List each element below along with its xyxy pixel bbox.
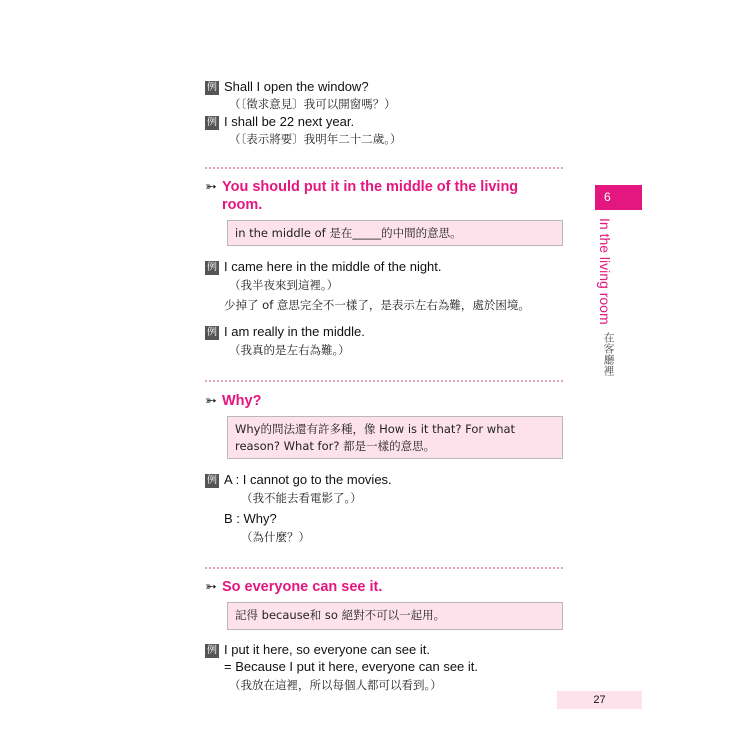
note-box: in the middle of 是在_____的中間的意思。: [227, 220, 563, 246]
page-number: 27: [557, 691, 642, 709]
arrow-icon: ➳: [205, 393, 217, 409]
example-sentence: I put it here, so everyone can see it.: [224, 642, 430, 657]
explanation-text: 少掉了 of 意思完全不一樣了，是表示左右為難，處於困境。: [224, 298, 530, 312]
example-sentence: I am really in the middle.: [224, 324, 365, 339]
example-icon: 例: [207, 645, 217, 656]
example-icon: 例: [207, 82, 217, 93]
example-translation: （我放在這裡，所以每個人都可以看到。）: [229, 678, 442, 692]
example-translation: （〔徵求意見〕我可以開窗嗎？）: [229, 97, 396, 111]
example-sentence: I came here in the middle of the night.: [224, 259, 442, 274]
arrow-icon: ➳: [205, 179, 217, 195]
example-sentence-alt: = Because I put it here, everyone can see it.: [224, 659, 479, 674]
note-box: [227, 416, 563, 459]
example-icon: 例: [207, 327, 217, 338]
example-translation: （我半夜來到這裡。）: [229, 278, 339, 292]
note-box: 記得 because和 so 絕對不可以一起用。: [227, 602, 563, 630]
dialog-translation-b: （為什麼？）: [241, 530, 310, 544]
example-sentence: Shall I open the window?: [224, 79, 369, 94]
example-translation: （我真的是左右為難。）: [229, 343, 350, 357]
dialog-line-b: B : Why?: [224, 511, 277, 526]
example-icon: 例: [207, 475, 217, 486]
dialog-line-a: A : I cannot go to the movies.: [224, 472, 392, 487]
dialog-translation-a: （我不能去看電影了。）: [241, 491, 362, 505]
section-divider: [205, 167, 563, 169]
section-divider: [205, 380, 563, 382]
chapter-subtitle: 在客廳裡: [602, 332, 615, 376]
section-heading: So everyone can see it.: [222, 579, 383, 595]
section-divider: [205, 567, 563, 569]
heading-line: room.: [222, 197, 263, 213]
example-translation: （〔表示將要〕我明年二十二歲。）: [229, 132, 402, 146]
note-line: reason? What for? 都是一樣的意思。: [235, 439, 436, 453]
chapter-tab: 6: [595, 185, 642, 210]
section-heading: [222, 178, 518, 214]
example-sentence: I shall be 22 next year.: [224, 114, 355, 129]
example-icon: 例: [207, 262, 217, 273]
note-line: Why的問法還有許多種，像 How is it that? For what: [235, 422, 516, 436]
section-heading: Why?: [222, 393, 262, 409]
example-icon: 例: [207, 117, 217, 128]
arrow-icon: ➳: [205, 579, 217, 595]
chapter-title: In the living room: [597, 218, 613, 325]
heading-line: You should put it in the middle of the living: [222, 179, 519, 195]
